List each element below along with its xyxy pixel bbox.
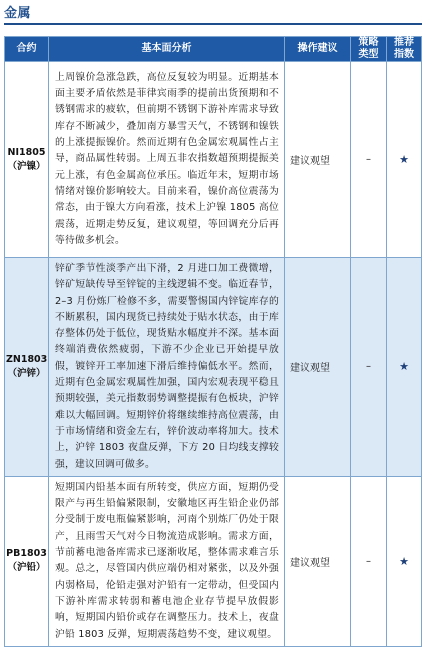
header-rec-index-line1: 推荐 — [394, 37, 414, 48]
header-strategy-type — [351, 37, 387, 62]
star-icon: ★ — [399, 360, 409, 374]
contract-name: （沪镍） — [7, 160, 46, 172]
header-rec-index — [387, 37, 422, 62]
header-rec-index-line2: 指数 — [394, 49, 414, 60]
rec-index-cell — [387, 62, 422, 258]
header-contract: 合约 — [5, 37, 49, 62]
table-row — [5, 258, 422, 477]
section-title: 金属 — [4, 6, 32, 21]
strategy-table — [4, 36, 422, 647]
star-icon: ★ — [399, 554, 409, 568]
header-strategy-type-line2: 类型 — [358, 49, 379, 60]
table-header-row — [5, 37, 422, 62]
rec-index-cell — [387, 476, 422, 646]
strategy-type-cell: – — [351, 258, 387, 477]
analysis-text: 短期国内铅基本面有所转变，供应方面，短期仍受限产与再生铅偏紧限制，安徽地区再生铅企业仍部分受制于废电瓶偏紧影响，河南个别炼厂仍处于限产，且雨雪天气对今日物流造成影响。需求方面，节前蓄电池备库需求已逐渐收尾，整体需求难言乐观。总之，尽管国内供应端仍相对紧张，以及外强内弱格局，伦铅走强对沪铅有一定带动，但受国内下游补库需求转弱和蓄电池企业存节提早放假影响，短期国内铅价或存在调整压力。技术上，夜盘沪铅 1803 反弹，短期震荡趋势不变，建议观望。 — [55, 481, 279, 640]
title-divider — [4, 23, 422, 25]
advice-cell: 建议观望 — [285, 62, 351, 258]
strategy-type-cell: – — [351, 476, 387, 646]
analysis-text: 上周镍价急涨急跌，高位反复较为明显。近期基本面主要矛盾依然是菲律宾雨季的提前出货预期和不锈钢需求的疲软，但前期不锈钢下游补库需求导致库存不断减少，叠加南方暴雪天气，不锈钢和镍铁的上涨提振镍价。然而近期有色金属宏观属性占主导，商品属性转弱。上周五非农指数超预期提振美元上涨，有色金属高位承压。临近年末，短期市场情绪对镍价影响较大。目前来看，镍价高位震荡为常态，由于镍大方向看涨，技术上沪镍 1805 高位震荡，近期走势反复，建议观望，等回调充分后再等待做多机会。 — [55, 71, 279, 246]
analysis-cell — [49, 62, 285, 258]
contract-code: ZN1803 — [6, 353, 48, 365]
star-icon: ★ — [399, 153, 409, 166]
contract-cell — [5, 258, 49, 477]
header-strategy-type-line1: 策略 — [358, 37, 379, 48]
strategy-type-cell: – — [351, 62, 387, 258]
contract-cell — [5, 62, 49, 258]
contract-name: （沪锌） — [7, 367, 46, 379]
table-row — [5, 62, 422, 258]
header-advice: 操作建议 — [285, 37, 351, 62]
contract-code: PB1803 — [6, 548, 47, 560]
rec-index-cell — [387, 258, 422, 477]
contract-name: （沪铅） — [7, 562, 46, 574]
header-analysis: 基本面分析 — [49, 37, 285, 62]
analysis-cell — [49, 476, 285, 646]
analysis-cell — [49, 258, 285, 477]
advice-cell: 建议观望 — [285, 476, 351, 646]
table-row — [5, 476, 422, 646]
contract-cell — [5, 476, 49, 646]
contract-code: NI1805 — [7, 146, 46, 158]
analysis-text: 锌矿季节性淡季产出下滑，2 月进口加工费微增，锌矿短缺传导至锌锭的主线逻辑不变。临近春节，2–3 月份炼厂检修不多，需要警惕国内锌锭库存的不断累积，国内现货已持续处于贴水状态，由于库存整体仍处于低位，现货贴水幅度并不深。基本面终端消费依然疲弱，下游不少企业已开始提早放假，镀锌开工率加速下滑后维持偏低水平。然而，近期有色金属宏观属性加强，国内宏观表现平稳且预期较强，美元指数弱势调整提振有色板块，沪锌难以大幅回调。短期锌价将继续维持高位震荡，由于市场情绪和资金左右，锌价波动率将加大。技术上，沪锌 1803 夜盘反弹，下方 20 日均线支撑较强，建议回调可做多。 — [55, 263, 279, 470]
advice-cell: 建议观望 — [285, 258, 351, 477]
